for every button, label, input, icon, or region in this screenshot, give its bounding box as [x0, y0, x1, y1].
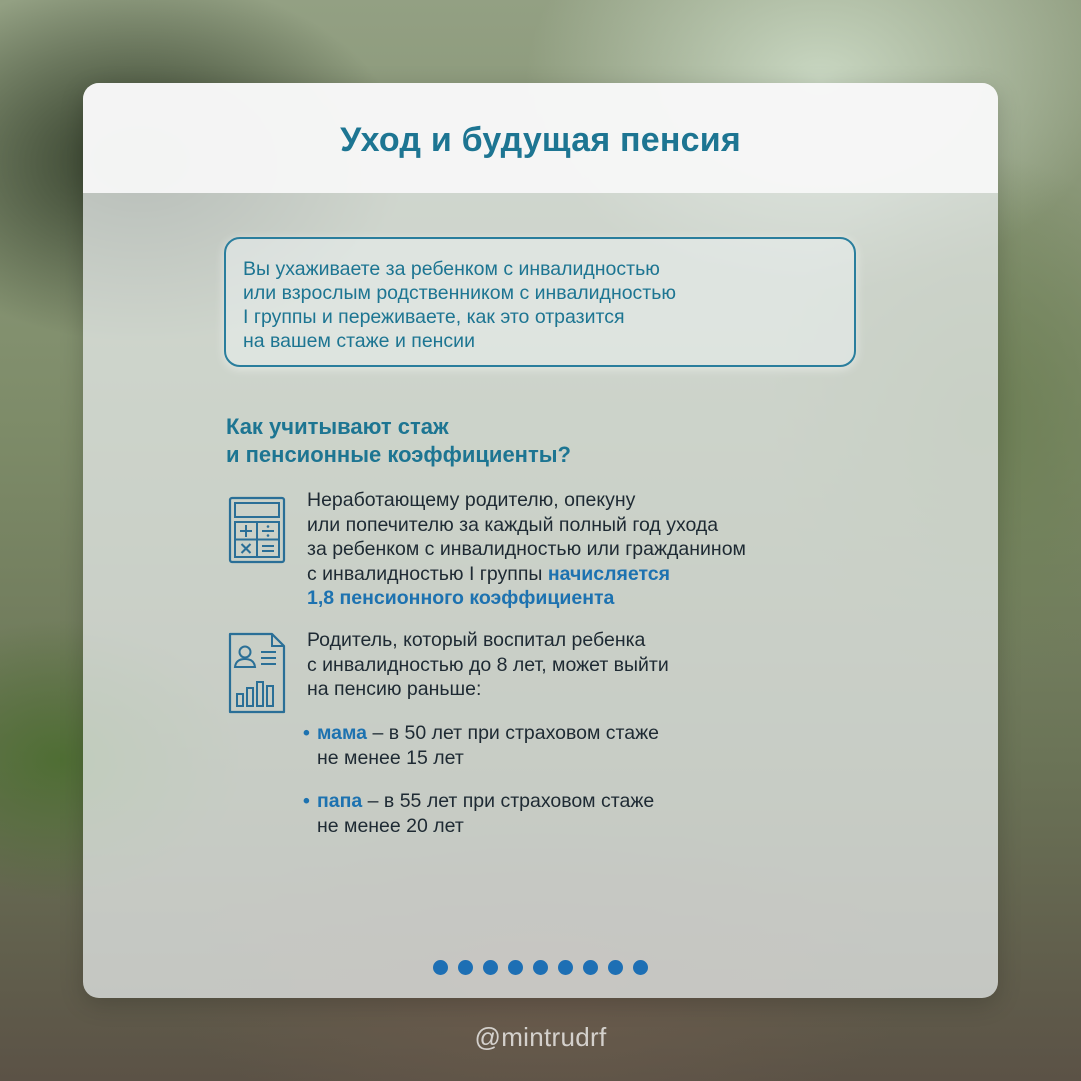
pagination-dot[interactable] — [558, 960, 573, 975]
item-text-highlight: 1,8 пенсионного коэффициента — [307, 587, 615, 609]
bullet-line: не менее 15 лет — [317, 746, 464, 769]
item-text-line: на пенсию раньше: — [307, 678, 482, 700]
pagination-dot[interactable] — [633, 960, 648, 975]
item-text-line: с инвалидностью до 8 лет, может выйти — [307, 653, 669, 676]
section-heading — [226, 413, 571, 469]
pagination-dot[interactable] — [608, 960, 623, 975]
item-text — [307, 488, 746, 611]
pagination-dot[interactable] — [533, 960, 548, 975]
item-text-line: или попечителю за каждый полный год ухода — [307, 513, 719, 536]
bullet-line — [317, 789, 654, 814]
pagination-dot[interactable] — [508, 960, 523, 975]
bullet-marker: • — [303, 722, 310, 744]
item-text-line: Родитель, который воспитал ребенка — [307, 629, 646, 651]
bullet-line: не менее 20 лет — [317, 814, 464, 837]
pagination-dot[interactable] — [483, 960, 498, 975]
section-heading-line: Как учитывают стаж — [226, 414, 449, 439]
intro-box — [224, 237, 856, 367]
item-text-highlight: начисляется — [547, 562, 671, 585]
intro-line: или взрослым родственником с инвалидностью — [243, 282, 677, 304]
info-card — [83, 83, 998, 998]
bullet-highlight: мама — [317, 722, 368, 744]
bullet-text: – в 55 лет при страховом стаже — [362, 790, 655, 812]
item-text-line: Неработающему родителю, опекуну — [307, 489, 636, 511]
calculator-icon — [228, 496, 286, 566]
section-heading-line: и пенсионные коэффициенты? — [226, 442, 571, 467]
item-text-line: за ребенком с инвалидностью или гражданином — [307, 538, 746, 560]
card-header — [83, 83, 998, 193]
bullet-text: – в 50 лет при страховом стаже — [367, 722, 659, 744]
pagination-dot[interactable] — [583, 960, 598, 975]
pagination-dots[interactable] — [83, 960, 998, 975]
intro-line: Вы ухаживаете за ребенком с инвалидностью — [243, 258, 660, 280]
document-chart-icon — [228, 632, 286, 702]
bullet-line — [317, 721, 659, 746]
pagination-dot[interactable] — [458, 960, 473, 975]
pagination-dot[interactable] — [433, 960, 448, 975]
bullet-marker: • — [303, 790, 310, 812]
item-text-line — [307, 562, 746, 587]
list-item — [303, 721, 659, 770]
intro-line: на вашем стаже и пенсии — [243, 330, 475, 352]
social-handle: @mintrudrf — [474, 1022, 607, 1052]
item-text — [307, 628, 669, 702]
list-item — [303, 789, 655, 838]
intro-line: I группы и переживаете, как это отразится — [243, 306, 625, 328]
page-title: Уход и будущая пенсия — [340, 120, 741, 159]
bullet-highlight: папа — [317, 790, 363, 812]
item-text-plain: с инвалидностью I группы — [307, 562, 548, 585]
